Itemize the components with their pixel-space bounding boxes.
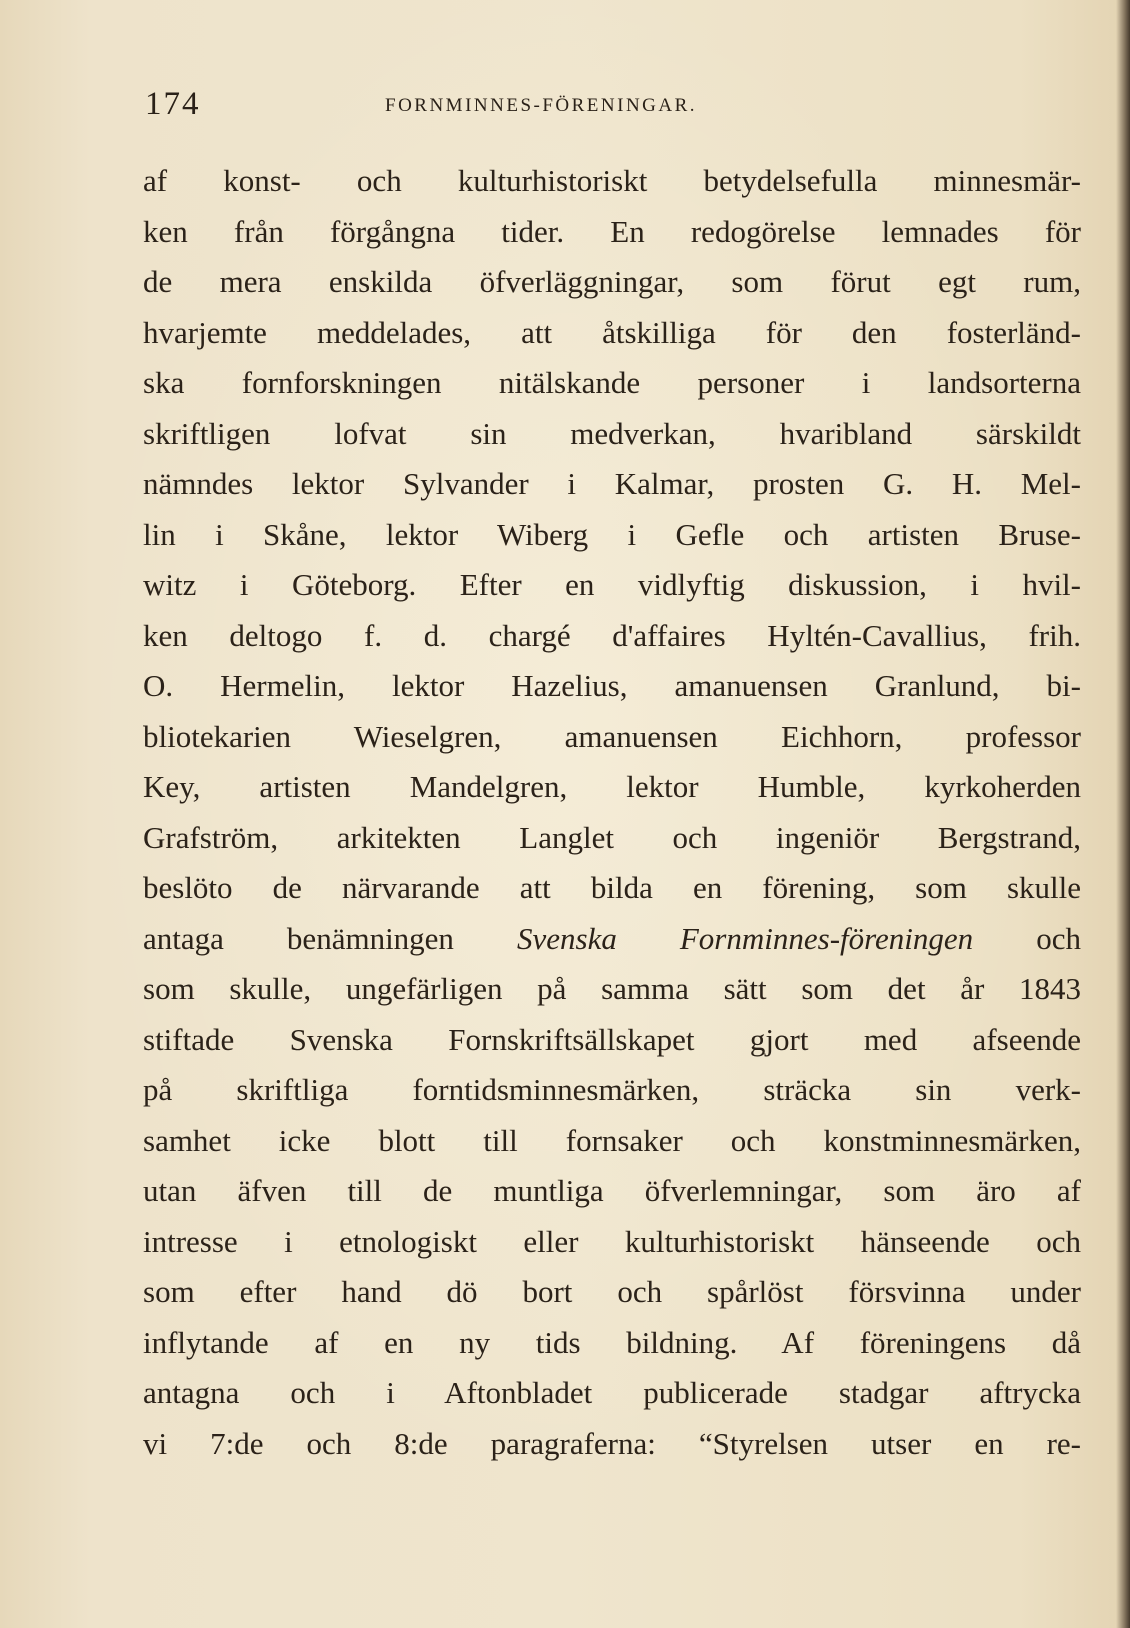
society-name-italic: Svenska Fornminnes-föreningen (516, 920, 974, 956)
running-head: FORNMINNES-FÖRENINGAR. (385, 95, 698, 116)
text-line: inflytande af en ny tids bildning. Af föreningens då (143, 1324, 1081, 1360)
text-line: som skulle, ungefärligen på samma sätt som det år 1843 (143, 971, 1081, 1006)
text-line: som efter hand dö bort och spårlöst försvinna under (143, 1274, 1081, 1309)
text-line: skriftligen lofvat sin medverkan, hvaribland särskildt (143, 415, 1081, 451)
text-line: beslöto de närvarande att bilda en förening, som skulle (143, 870, 1081, 905)
text-line: de mera enskilda öfverläggningar, som förut egt rum, (143, 264, 1081, 299)
text-line: witz i Göteborg. Efter en vidlyftig diskussion, i hvil- (143, 567, 1081, 602)
text-line: lin i Skåne, lektor Wiberg i Gefle och artisten Bruse- (143, 516, 1081, 552)
text-line: hvarjemte meddelades, att åtskilliga för den fosterländ- (143, 314, 1081, 350)
text-line: ken deltogo f. d. chargé d'affaires Hyltén-Cavallius, frih. (143, 617, 1081, 653)
text-line: intresse i etnologiskt eller kulturhistoriskt hänseende och (143, 1223, 1081, 1259)
page-edge-shadow (1116, 0, 1130, 1628)
text-line: vi 7:de och 8:de paragraferna: “Styrelsen utser en re- (143, 1425, 1081, 1461)
text-line: af konst- och kulturhistoriskt betydelsefulla minnesmär- (143, 163, 1081, 198)
text-segment: antaga benämningen (143, 920, 517, 956)
text-line: antagna och i Aftonbladet publicerade stadgar aftrycka (143, 1375, 1081, 1410)
text-line: ska fornforskningen nitälskande personer i landsorterna (143, 365, 1081, 400)
text-line: stiftade Svenska Fornskriftsällskapet gjort med afseende (143, 1021, 1081, 1057)
text-line-with-italic (143, 914, 1081, 965)
text-line: Key, artisten Mandelgren, lektor Humble, kyrkoherden (143, 769, 1081, 804)
text-line: Grafström, arkitekten Langlet och ingeniör Bergstrand, (143, 819, 1081, 855)
text-line: ken från förgångna tider. En redogörelse lemnades för (143, 213, 1081, 249)
text-line: nämndes lektor Sylvander i Kalmar, prosten G. H. Mel- (143, 466, 1081, 501)
text-segment: och (973, 920, 1081, 956)
page-header (145, 86, 975, 126)
text-line: O. Hermelin, lektor Hazelius, amanuensen Granlund, bi- (143, 668, 1081, 703)
page-number: 174 (145, 86, 201, 122)
text-line: bliotekarien Wieselgren, amanuensen Eichhorn, professor (143, 718, 1081, 754)
text-line: på skriftliga forntidsminnesmärken, sträcka sin verk- (143, 1072, 1081, 1107)
text-line: samhet icke blott till fornsaker och konstminnesmärken, (143, 1122, 1081, 1158)
body-text (143, 156, 1081, 1469)
text-line: utan äfven till de muntliga öfverlemningar, som äro af (143, 1173, 1081, 1208)
